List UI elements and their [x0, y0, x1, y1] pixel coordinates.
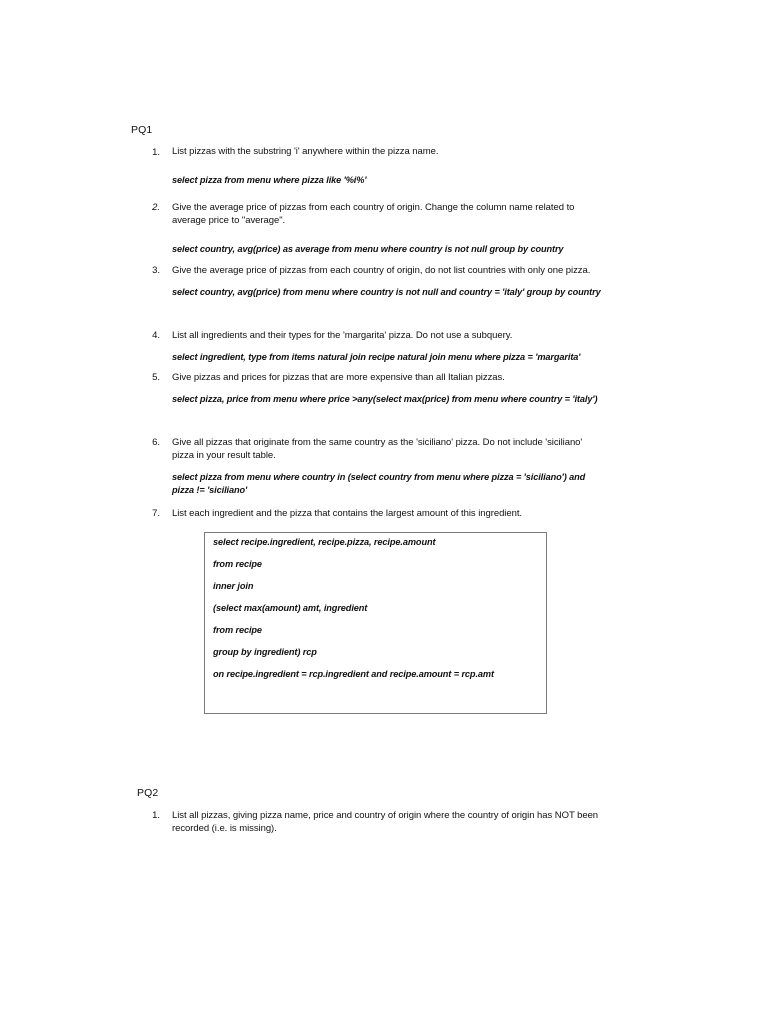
- sql-answer-line-2: pizza != 'siciliano': [172, 485, 248, 495]
- question-text: Give the average price of pizzas from each country of origin, do not list countries with only one pizza.: [172, 265, 591, 276]
- code-line: from recipe: [213, 625, 262, 635]
- code-line: inner join: [213, 581, 254, 591]
- question-text-line-2: average price to "average".: [172, 215, 286, 226]
- question-number: 1.: [152, 147, 160, 158]
- question-number: 1.: [152, 810, 160, 821]
- question-number: 7.: [152, 508, 160, 519]
- code-line: on recipe.ingredient = rcp.ingredient and recipe.amount = rcp.amt: [213, 669, 494, 679]
- question-number: 2.: [152, 202, 160, 213]
- sql-answer: select pizza from menu where pizza like '%i%': [172, 175, 367, 185]
- code-line: select recipe.ingredient, recipe.pizza, recipe.amount: [213, 537, 436, 547]
- question-text: List all ingredients and their types for the 'margarita' pizza. Do not use a subquery.: [172, 330, 513, 341]
- code-line: group by ingredient) rcp: [213, 647, 317, 657]
- question-number: 3.: [152, 265, 160, 276]
- section-heading-pq1: PQ1: [131, 124, 153, 136]
- question-text: Give pizzas and prices for pizzas that are more expensive than all Italian pizzas.: [172, 372, 505, 383]
- sql-answer: select pizza, price from menu where price >any(select max(price) from menu where country = 'italy'): [172, 394, 598, 404]
- sql-code-box: [204, 532, 547, 714]
- question-text-line-1: Give the average price of pizzas from each country of origin. Change the column name related to: [172, 202, 575, 213]
- question-text-line-1: Give all pizzas that originate from the same country as the 'siciliano' pizza. Do not include 'siciliano': [172, 437, 583, 448]
- question-text: List each ingredient and the pizza that contains the largest amount of this ingredient.: [172, 508, 523, 519]
- question-text-line-1: List all pizzas, giving pizza name, price and country of origin where the country of origin has NOT been: [172, 810, 599, 821]
- code-line: from recipe: [213, 559, 262, 569]
- question-text-line-2: recorded (i.e. is missing).: [172, 823, 277, 834]
- question-number: 4.: [152, 330, 160, 341]
- sql-answer-line-1: select pizza from menu where country in (select country from menu where pizza = 'siciliano') and: [172, 472, 586, 482]
- sql-answer: select country, avg(price) as average from menu where country is not null group by country: [172, 244, 564, 254]
- question-text-line-2: pizza in your result table.: [172, 450, 276, 461]
- question-number: 6.: [152, 437, 160, 448]
- sql-answer: select country, avg(price) from menu where country is not null and country = 'italy' group by country: [172, 287, 601, 297]
- section-heading-pq2: PQ2: [137, 787, 159, 799]
- code-line: (select max(amount) amt, ingredient: [213, 603, 368, 613]
- question-number: 5.: [152, 372, 160, 383]
- question-text: List pizzas with the substring 'i' anywhere within the pizza name.: [172, 146, 439, 157]
- sql-answer: select ingredient, type from items natural join recipe natural join menu where pizza = 'margarita': [172, 352, 581, 362]
